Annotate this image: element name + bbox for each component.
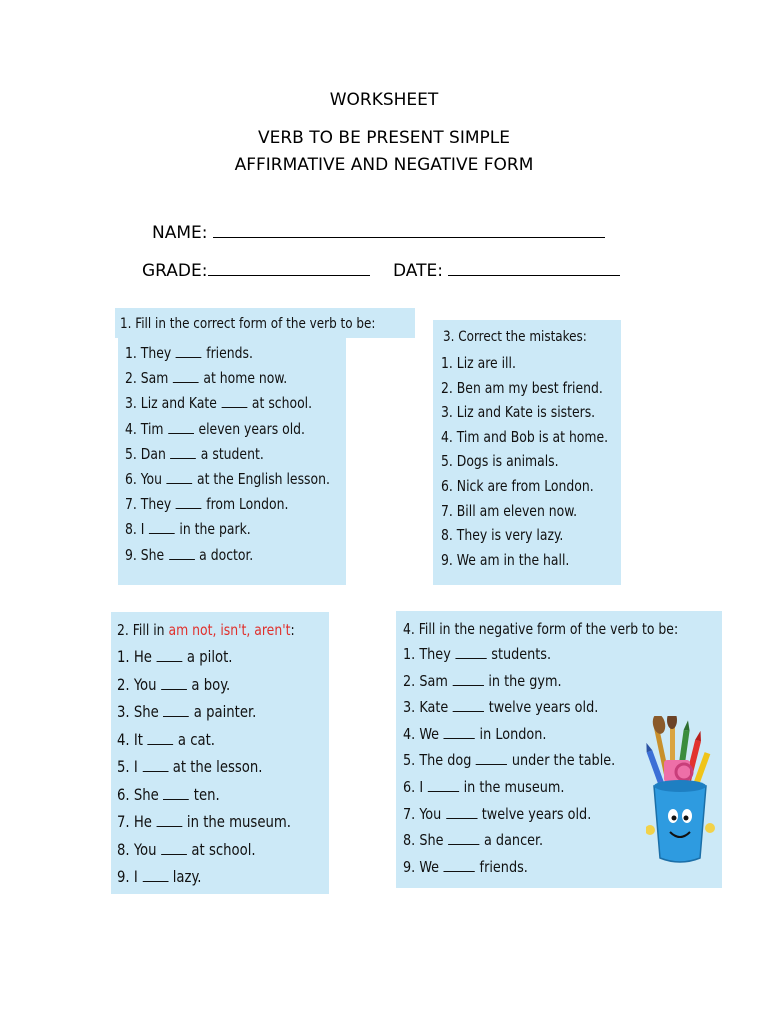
- answer-blank[interactable]: [476, 752, 507, 765]
- exercise-item: [441, 379, 617, 397]
- item-subject: I: [140, 520, 145, 539]
- exercise-item: [125, 445, 276, 463]
- item-subject: You: [133, 674, 157, 694]
- item-rest: at home now.: [203, 369, 288, 388]
- answer-blank[interactable]: [142, 759, 168, 772]
- item-number: 1.: [117, 647, 130, 666]
- item-number: 9.: [117, 867, 130, 886]
- item-number: 6.: [125, 470, 137, 488]
- exercise-item: [441, 354, 522, 372]
- exercise-item: [403, 778, 578, 796]
- exercise-2-title-prefix: 2. Fill in: [117, 621, 169, 639]
- exercise-item: [441, 403, 609, 421]
- item-rest: in the park.: [179, 520, 251, 539]
- answer-blank[interactable]: [149, 521, 175, 534]
- answer-blank[interactable]: [448, 832, 479, 845]
- item-rest: at the English lesson.: [196, 470, 330, 488]
- item-rest: ten.: [193, 784, 220, 804]
- item-number: 2.: [117, 674, 130, 694]
- exercise-item: [117, 757, 275, 776]
- exercise-item: [117, 785, 229, 804]
- answer-blank[interactable]: [444, 726, 475, 739]
- item-number: 1.: [125, 344, 137, 362]
- item-rest: in the museum.: [186, 812, 291, 831]
- answer-blank[interactable]: [142, 869, 168, 882]
- exercise-item: [117, 730, 224, 749]
- exercise-item: [125, 344, 264, 362]
- item-rest: under the table.: [511, 751, 616, 770]
- item-subject: I: [419, 778, 424, 796]
- grade-blank[interactable]: [208, 260, 370, 276]
- item-subject: We: [419, 724, 440, 743]
- item-number: 5.: [125, 444, 137, 463]
- exercise-item: [125, 369, 301, 387]
- item-number: 2.: [125, 369, 137, 388]
- mistake-sentence: 1. Liz are ill.: [441, 354, 516, 372]
- item-rest: a painter.: [193, 702, 257, 721]
- answer-blank[interactable]: [453, 699, 484, 712]
- exercise-item: [441, 526, 574, 544]
- item-number: 3.: [125, 394, 137, 413]
- item-rest: a pilot.: [186, 647, 233, 666]
- mistake-sentence: 5. Dogs is animals.: [441, 452, 559, 471]
- item-subject: You: [133, 839, 157, 859]
- exercise-item: [125, 546, 264, 564]
- mistake-sentence: 7. Bill am eleven now.: [441, 501, 578, 520]
- exercise-item: [403, 858, 539, 876]
- item-rest: friends.: [479, 857, 528, 876]
- date-blank[interactable]: [448, 260, 620, 276]
- item-number: 7.: [403, 804, 416, 823]
- item-subject: Dan: [140, 444, 166, 463]
- grade-label: GRADE:: [142, 261, 208, 281]
- answer-blank[interactable]: [446, 806, 477, 819]
- exercise-item: [117, 647, 243, 666]
- worksheet-subtitle-1: VERB TO BE PRESENT SIMPLE: [257, 128, 510, 148]
- item-subject: Tim: [140, 419, 164, 438]
- exercise-item: [403, 725, 559, 743]
- exercise-item: [117, 675, 240, 694]
- exercise-item: [441, 502, 589, 520]
- exercise-2-title-suffix: :: [290, 621, 295, 639]
- date-label: DATE:: [393, 261, 443, 281]
- mistake-sentence: 9. We am in the hall.: [441, 550, 570, 569]
- item-subject: They: [140, 344, 172, 362]
- item-rest: in the museum.: [463, 778, 565, 796]
- exercise-item: [403, 751, 634, 769]
- exercise-4-box: [396, 611, 722, 888]
- mistake-sentence: 2. Ben am my best friend.: [441, 378, 603, 397]
- answer-blank[interactable]: [170, 446, 196, 459]
- worksheet-title: WORKSHEET: [329, 90, 439, 110]
- exercise-item: [403, 831, 555, 849]
- item-number: 5.: [117, 757, 130, 776]
- item-rest: in the gym.: [488, 671, 562, 690]
- exercise-item: [441, 428, 623, 446]
- answer-blank[interactable]: [168, 421, 194, 434]
- item-number: 9.: [125, 545, 137, 564]
- answer-blank[interactable]: [455, 646, 486, 659]
- item-subject: Liz and Kate: [140, 394, 217, 413]
- exercise-item: [117, 867, 209, 886]
- exercise-3-title: 3. Correct the mistakes:: [443, 329, 587, 345]
- exercise-1-title: 1. Fill in the correct form of the verb to be:: [120, 316, 376, 332]
- item-rest: a cat.: [177, 729, 216, 749]
- item-subject: I: [133, 867, 138, 886]
- item-rest: at the lesson.: [172, 757, 263, 776]
- item-number: 6.: [117, 784, 130, 804]
- item-subject: She: [133, 702, 159, 721]
- exercise-3-box: [433, 320, 621, 585]
- exercise-item: [441, 477, 607, 495]
- item-rest: friends.: [206, 344, 253, 362]
- answer-blank[interactable]: [157, 649, 183, 662]
- exercise-item: [125, 495, 303, 513]
- item-number: 8.: [117, 839, 130, 859]
- item-subject: She: [133, 784, 159, 804]
- item-subject: They: [419, 645, 451, 663]
- item-subject: He: [133, 812, 152, 831]
- item-subject: We: [419, 857, 440, 876]
- item-rest: twelve years old.: [488, 698, 599, 717]
- item-number: 8.: [403, 831, 416, 850]
- item-rest: a dancer.: [483, 831, 544, 850]
- exercise-item: [125, 394, 328, 412]
- item-rest: at school.: [191, 839, 256, 859]
- worksheet-subtitle-2: AFFIRMATIVE AND NEGATIVE FORM: [234, 155, 534, 175]
- item-subject: The dog: [419, 751, 472, 770]
- answer-blank[interactable]: [163, 787, 189, 800]
- exercise-item: [125, 470, 348, 488]
- item-number: 1.: [403, 645, 416, 663]
- exercise-item: [117, 702, 268, 721]
- item-rest: a boy.: [191, 674, 231, 694]
- mistake-sentence: 4. Tim and Bob is at home.: [441, 427, 609, 446]
- exercise-2-title-options: am not, isn't, aren't: [168, 621, 291, 639]
- answer-blank[interactable]: [173, 370, 199, 383]
- answer-blank[interactable]: [176, 496, 202, 509]
- item-number: 4.: [125, 419, 137, 438]
- pencil-cup-illustration-icon: [646, 716, 718, 866]
- exercise-item: [125, 520, 262, 538]
- item-rest: a doctor.: [199, 545, 254, 564]
- item-subject: He: [133, 647, 152, 666]
- answer-blank[interactable]: [452, 673, 483, 686]
- item-number: 9.: [403, 857, 416, 876]
- item-rest: students.: [491, 645, 552, 663]
- item-rest: lazy.: [172, 867, 202, 886]
- exercise-item: [117, 840, 268, 859]
- exercise-item: [403, 805, 608, 823]
- item-number: 6.: [403, 778, 416, 796]
- item-number: 7.: [125, 495, 137, 514]
- mistake-sentence: 3. Liz and Kate is sisters.: [441, 403, 596, 422]
- item-subject: They: [140, 495, 172, 514]
- item-number: 4.: [403, 724, 416, 743]
- item-number: 3.: [403, 698, 416, 717]
- answer-blank[interactable]: [176, 345, 202, 358]
- mistake-sentence: 6. Nick are from London.: [441, 477, 594, 495]
- name-blank[interactable]: [213, 222, 605, 238]
- item-subject: She: [419, 831, 444, 850]
- item-rest: from London.: [206, 495, 289, 514]
- answer-blank[interactable]: [167, 471, 193, 484]
- answer-blank[interactable]: [157, 814, 183, 827]
- answer-blank[interactable]: [163, 704, 189, 717]
- item-subject: I: [133, 757, 138, 776]
- answer-blank[interactable]: [428, 779, 459, 792]
- item-subject: She: [140, 545, 165, 564]
- exercise-item: [125, 420, 321, 438]
- item-rest: a student.: [200, 444, 264, 463]
- item-number: 3.: [117, 702, 130, 721]
- answer-blank[interactable]: [169, 547, 195, 560]
- item-subject: It: [133, 729, 143, 749]
- item-number: 5.: [403, 751, 416, 770]
- item-number: 8.: [125, 520, 137, 539]
- item-number: 2.: [403, 671, 416, 690]
- name-label: NAME:: [152, 223, 208, 243]
- exercise-item: [441, 551, 581, 569]
- answer-blank[interactable]: [444, 859, 475, 872]
- item-subject: Sam: [140, 369, 169, 388]
- exercise-item: [117, 812, 306, 831]
- item-number: 7.: [117, 812, 130, 831]
- exercise-2-box: [111, 612, 329, 894]
- exercise-item: [403, 698, 615, 716]
- item-subject: Sam: [419, 671, 448, 690]
- exercise-item: [403, 645, 564, 663]
- item-rest: eleven years old.: [198, 419, 305, 438]
- exercise-4-title: 4. Fill in the negative form of the verb to be:: [403, 620, 679, 638]
- mistake-sentence: 8. They is very lazy.: [441, 526, 564, 545]
- date-field[interactable]: [393, 260, 620, 281]
- item-subject: You: [140, 470, 163, 488]
- item-rest: in London.: [479, 724, 547, 743]
- answer-blank[interactable]: [161, 677, 187, 690]
- item-rest: twelve years old.: [481, 804, 592, 823]
- item-number: 4.: [117, 729, 130, 749]
- exercise-item: [403, 672, 575, 690]
- item-subject: Kate: [419, 698, 449, 717]
- exercise-item: [441, 452, 569, 470]
- answer-blank[interactable]: [222, 395, 248, 408]
- answer-blank[interactable]: [148, 732, 174, 745]
- grade-field[interactable]: [142, 260, 370, 281]
- answer-blank[interactable]: [161, 842, 187, 855]
- item-rest: at school.: [251, 394, 313, 413]
- name-field[interactable]: [152, 222, 605, 243]
- item-subject: You: [419, 804, 442, 823]
